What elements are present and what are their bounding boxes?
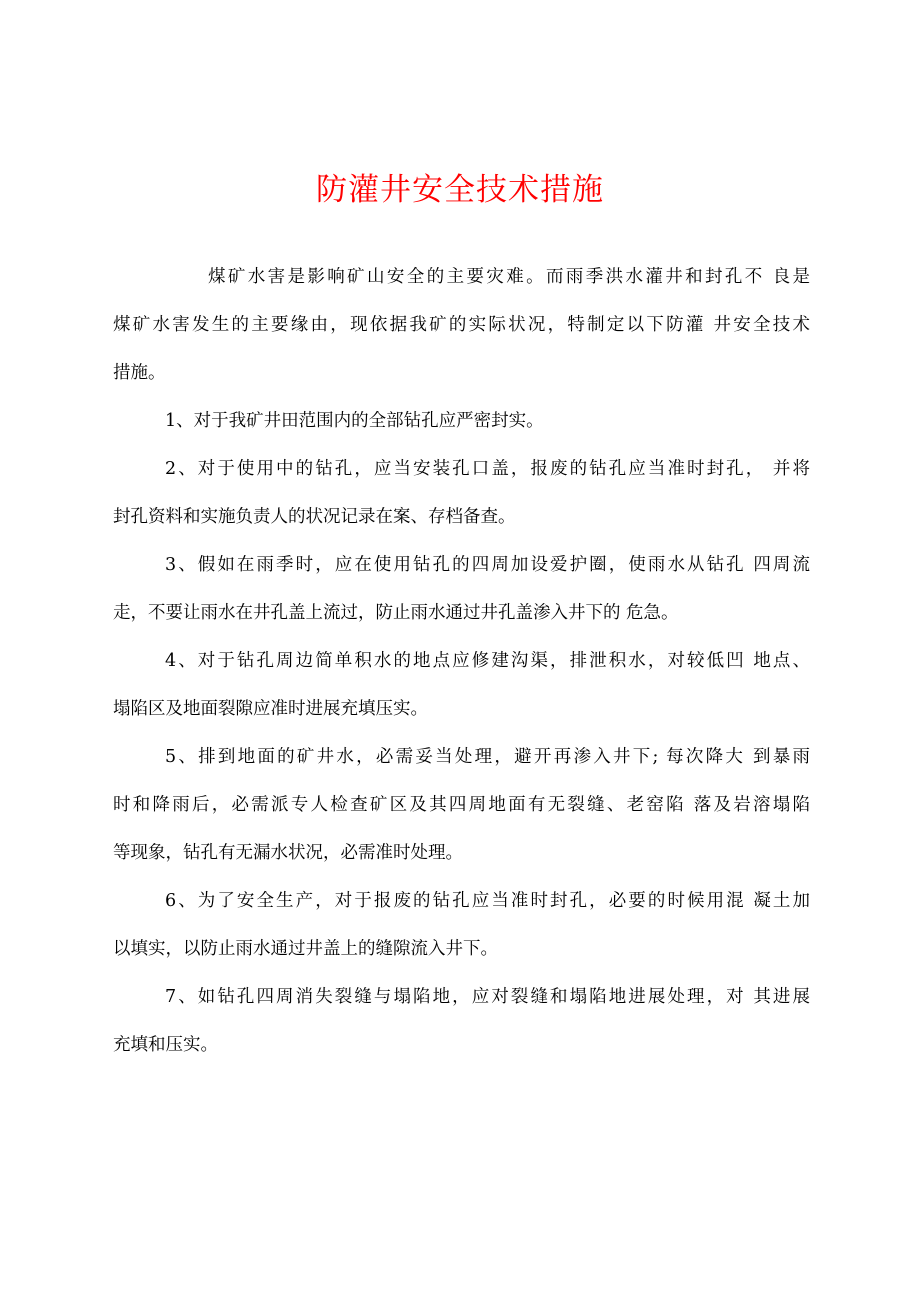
paragraph-line: 走，不要让雨水在井孔盖上流过，防止雨水通过井孔盖渗入井下的 危急。 (113, 603, 679, 623)
paragraph-line: 5、排到地面的矿井水，必需妥当处理，避开再渗入井下; 每次降大 到暴雨 (165, 747, 810, 767)
paragraph-line: 2、对于使用中的钻孔，应当安装孔口盖，报废的钻孔应当准时封孔， 并将 (165, 459, 810, 479)
paragraph-line: 塌陷区及地面裂隙应准时进展充填压实。 (113, 699, 428, 719)
paragraph-line: 1、对于我矿井田范围内的全部钻孔应严密封实。 (165, 411, 544, 431)
paragraph-line: 等现象，钻孔有无漏水状况，必需准时处理。 (113, 843, 463, 863)
paragraph-line: 煤矿水害发生的主要缘由，现依据我矿的实际状况，特制定以下防灌 井安全技术 (113, 315, 810, 335)
paragraph-line: 3、假如在雨季时，应在使用钻孔的四周加设爱护圈，使雨水从钻孔 四周流 (165, 555, 810, 575)
document-title: 防灌井安全技术措施 (316, 172, 604, 208)
paragraph-line: 4、对于钻孔周边简单积水的地点应修建沟渠，排泄积水，对较低凹 地点、 (165, 651, 810, 671)
paragraph-line: 以填实，以防止雨水通过井盖上的缝隙流入井下。 (113, 939, 498, 959)
paragraph-line: 7、如钻孔四周消失裂缝与塌陷地，应对裂缝和塌陷地进展处理，对 其进展 (165, 987, 810, 1007)
paragraph-line: 充填和压实。 (113, 1035, 218, 1055)
paragraph-line: 措施。 (113, 363, 166, 383)
paragraph-line: 封孔资料和实施负责人的状况记录在案、存档备查。 (113, 507, 516, 527)
paragraph-line: 煤矿水害是影响矿山安全的主要灾难。而雨季洪水灌井和封孔不 良是 (208, 267, 810, 287)
paragraph-line: 6、为了安全生产，对于报废的钻孔应当准时封孔，必要的时候用混 凝土加 (165, 891, 810, 911)
paragraph-line: 时和降雨后，必需派专人检查矿区及其四周地面有无裂缝、老窑陷 落及岩溶塌陷 (113, 795, 810, 815)
